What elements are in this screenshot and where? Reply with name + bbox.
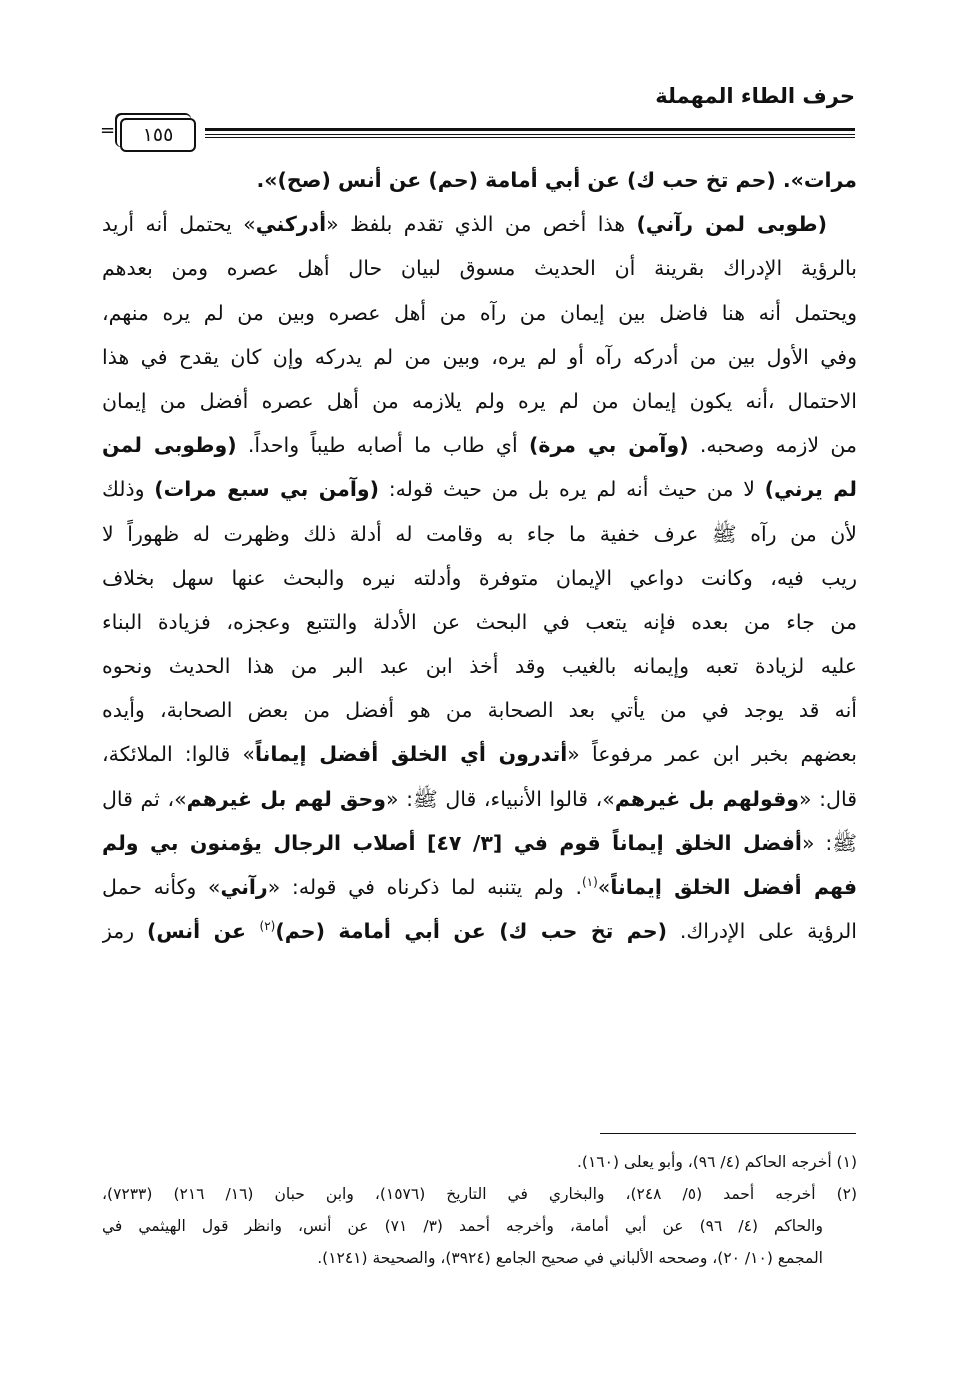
text: بالرؤية الإدراك بقرينة أن الحديث مسوق لبيان حال أهل عصره ومن بعدهم xyxy=(102,256,857,281)
header-rule xyxy=(205,128,855,135)
text: من لازمه وصحبه. xyxy=(688,433,857,458)
body-line xyxy=(102,202,857,246)
body-line xyxy=(102,644,857,688)
page-number: ١٥٥ xyxy=(142,124,174,146)
bold-text: وقولهم بل غيرهم xyxy=(614,786,800,811)
text: عليه لزيادة تعبه وإيمانه بالغيب وقد أخذ ابن عبد البر من هذا الحديث ونحوه xyxy=(102,654,857,679)
bold-text: أدركني xyxy=(255,212,327,237)
footnote-2-line-2: والحاكم (٤/ ٩٦) عن أبي أمامة، وأخرجه أحمد (٣/ ٧١) عن أنس، وانظر قول الهيثمي في xyxy=(102,1217,823,1235)
text: » يحتمل أنه أريد xyxy=(102,212,256,237)
text: » xyxy=(597,875,611,899)
footnotes xyxy=(102,1146,857,1274)
text: أنه قد يوجد في من يأتي بعد الصحابة من هو أفضل من بعض الصحابة، وأيده xyxy=(102,698,857,723)
text: لا من حيث أنه لم يره بل من حيث قوله: xyxy=(379,477,765,502)
header-ornament: = xyxy=(100,120,116,141)
text: وذلك xyxy=(102,477,155,502)
bold-text: (وآمن بي مرة) xyxy=(529,433,689,458)
bold-text: أفضل الخلق إيماناً قوم في [٣/ ٤٧] أصلاب الرجال يؤمنون بي ولم xyxy=(102,830,802,855)
bold-text: وحق لهم بل غيرهم xyxy=(186,786,386,811)
body-line xyxy=(102,379,857,423)
bold-text: أتدرون أي الخلق أفضل إيماناً xyxy=(254,742,568,767)
text: لأن من رآه ﷺ عرف خفية ما جاء به وقامت له أدلة ذلك وظهرت له ظهوراً لا xyxy=(102,521,857,546)
body-line xyxy=(102,600,857,644)
bold-text: (طوبى لمن رآني) xyxy=(636,212,827,237)
body-line xyxy=(102,512,857,556)
text: من جاء من بعده فإنه يتعب في البحث عن الأدلة والتتبع وعجزه، فزيادة البناء xyxy=(102,609,857,634)
bold-text: مرات». xyxy=(775,168,857,192)
body-line xyxy=(102,909,857,953)
bold-text: (حم تخ حب ك) عن أبي أمامة (حم) xyxy=(275,919,667,944)
running-header-title: حرف الطاء المهملة xyxy=(655,84,855,108)
bold-text: عن أنس) xyxy=(147,919,260,944)
bold-text: (وطوبى لمن xyxy=(102,433,237,458)
body-line xyxy=(102,291,857,335)
text: الرؤية على الإدراك. xyxy=(666,919,857,944)
body-line xyxy=(102,688,857,732)
bold-text: لم يرني) xyxy=(764,477,857,502)
footnote-ref: (١) xyxy=(581,875,598,890)
text: ﷺ: « xyxy=(801,830,857,855)
text: أي طاب ما أصابه طيباً واحداً. xyxy=(236,433,530,458)
bold-text: (حم تخ حب ك) عن أبي أمامة (حم) عن أنس (صح)». xyxy=(256,168,776,192)
body-line xyxy=(102,865,857,909)
text: . ولم يتنبه لما ذكرناه في قوله: « xyxy=(267,875,582,899)
text: هذا أخص من الذي تقدم بلفظ « xyxy=(326,212,637,237)
text: وفي الأول بين من أدركه رآه أو لم يره، وبين من لم يدركه وإن كان يقدح في هذا xyxy=(102,344,857,369)
text: »، قالوا الأنبياء، قال ﷺ: « xyxy=(386,786,615,811)
body-line xyxy=(102,423,857,467)
body-line xyxy=(102,732,857,776)
footnote-2-line-1: (٢) أخرجه أحمد (٥/ ٢٤٨)، والبخاري في التاريخ (١٥٧٦)، وابن حبان (١٦/ ٢١٦) (٧٢٣٣)، xyxy=(102,1185,858,1203)
body-line xyxy=(102,335,857,379)
body-line xyxy=(102,158,857,202)
text: »، ثم قال xyxy=(102,786,187,811)
text: ريب فيه، وكانت دواعي الإيمان متوفرة وأدلته نيره والبحث عنها سهل بخلاف xyxy=(102,565,857,590)
body-line xyxy=(102,821,857,865)
text: » وكأنه حمل xyxy=(102,875,221,899)
footnote-2-line-3: المجمع (١٠/ ٢٠)، وصححه الألباني في صحيح الجامع (٣٩٢٤)، والصحيحة (١٢٤١). xyxy=(317,1249,823,1267)
body-line xyxy=(102,556,857,600)
body-text xyxy=(102,158,857,953)
body-line xyxy=(102,246,857,290)
text: بعضهم بخبر ابن عمر مرفوعاً « xyxy=(567,742,857,767)
bold-text: رآني xyxy=(220,875,268,899)
text: رمز xyxy=(102,919,148,944)
text: قال: « xyxy=(799,786,857,811)
body-line xyxy=(102,777,857,821)
text: » قالوا: الملائكة، xyxy=(102,742,255,767)
text: ويحتمل أنه هنا فاضل بين إيمان من رآه من أهل عصره وبين من لم يره منهم، xyxy=(102,300,857,325)
body-line xyxy=(102,467,857,511)
page-number-box xyxy=(120,118,196,152)
footnote-1: (١) أخرجه الحاكم (٤/ ٩٦)، وأبو يعلى (١٦٠). xyxy=(576,1153,857,1171)
header-rule-thin xyxy=(205,137,855,138)
bold-text: (وآمن بي سبع مرات) xyxy=(154,477,380,502)
bold-text: فهم أفضل الخلق إيماناً xyxy=(610,875,857,899)
footnote-rule xyxy=(600,1133,856,1134)
text: الاحتمال ،أنه يكون إيمان من لم يره ولم يلازمه من أهل عصره أفضل من إيمان xyxy=(102,388,857,413)
footnote-ref: (٢) xyxy=(259,919,276,934)
